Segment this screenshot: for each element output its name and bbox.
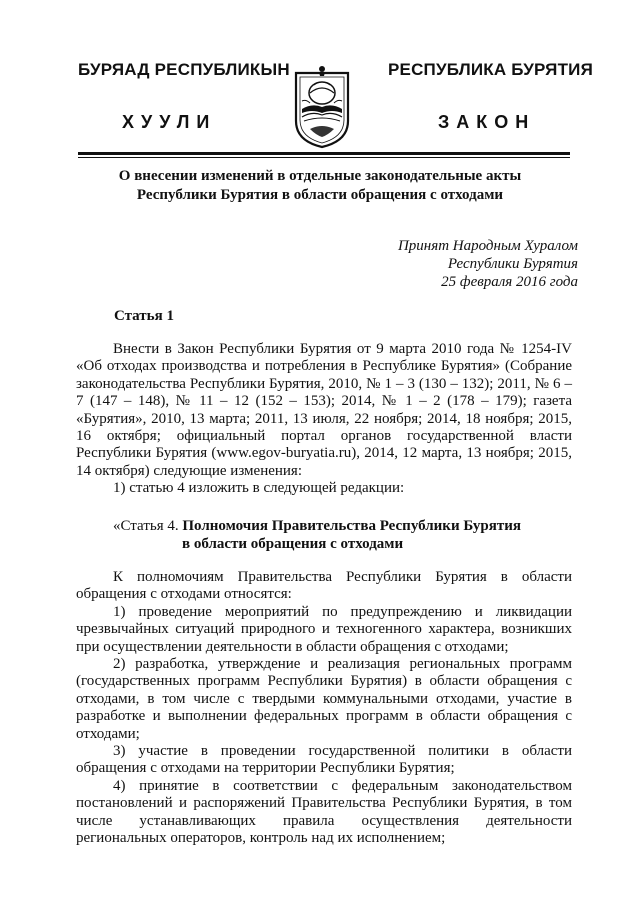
header-rule-thick (78, 152, 570, 155)
article-4-prefix: «Статья 4. (113, 518, 179, 534)
document-title-line: О внесении изменений в отдельные законодательные акты (118, 168, 522, 184)
document-title-line: Республики Бурятия в области обращения с отходами (136, 187, 504, 203)
header-left-title: БУРЯАД РЕСПУБЛИКЫН (78, 60, 290, 79)
article-4-body (76, 569, 572, 848)
adoption-note-line: Республики Бурятия (447, 256, 578, 272)
article-4-intro-paragraph: К полномочиям Правительства Республики Бурятия в области обращения с отходами относятся: (76, 569, 572, 603)
article-1-item-1: 1) статью 4 изложить в следующей редакции: (113, 480, 405, 497)
adoption-date: 25 февраля 2016 года (441, 274, 578, 290)
adoption-note-line: Принят Народным Хуралом (397, 238, 578, 254)
article-4-heading-line: в области обращения с отходами (182, 536, 404, 552)
header-right-subtitle: ЗАКОН (438, 112, 536, 132)
article-1-body (76, 341, 572, 498)
article-4-item-1: 1) проведение мероприятий по предупреждению и ликвидации чрезвычайных ситуаций природного и техногенного характера, возникших при осуществлении деятельности в области обращения с отходами; (76, 603, 572, 655)
header-rule-thin (78, 157, 570, 158)
header-right-title: РЕСПУБЛИКА БУРЯТИЯ (388, 60, 593, 79)
document-title (70, 167, 570, 205)
article-1-intro-paragraph: Внести в Закон Республики Бурятия от 9 марта 2010 года № 1254-IV «Об отходах производства и потребления в Республике Бурятия» (Собрание законодательства Республики Бурятия, 2010, № 1 – 3 (130 – 132); 2011, № 6 – 7 (147 – 148), № 11 – 12 (152 – 153); 2014, № 1 – 2 (178 – 179); газета «Бурятия», 2010, 13 марта; 2011, 13 июля, 22 ноября; 2014, 18 ноября; 2015, 16 октября; официальный портал органов государственной власти Республики Бурятия (www.egov-buryatia.ru), 2014, 12 марта, 13 ноября; 2015, 14 октября) следующие изменения: (76, 341, 572, 479)
article-4-item-4: 4) принятие в соответствии с федеральным законодательством постановлений и распоряжений Правительства Республики Бурятия, в том числе устанавливающих правила осуществления деятельности региональных операторов, контроль над их исполнением; (76, 777, 572, 847)
article-4-item-3: 3) участие в проведении государственной политики в области обращения с отходами на территории Республики Бурятия; (76, 743, 572, 777)
article-4-item-2: 2) разработка, утверждение и реализация региональных программ (государственных программ Республики Бурятия) в области обращения с отходами, в том числе с твердыми коммунальными отходами, участие в разработке и выполнении федеральных программ в области обращения с отходами; (76, 656, 572, 742)
article-4-heading (113, 517, 521, 553)
header-left-subtitle: ХУУЛИ (122, 112, 217, 132)
article-4-heading-line: Полномочия Правительства Республики Бурятия (182, 518, 521, 534)
adoption-note (398, 237, 578, 291)
article-1-heading: Статья 1 (114, 308, 174, 324)
coat-of-arms-icon (290, 63, 354, 149)
